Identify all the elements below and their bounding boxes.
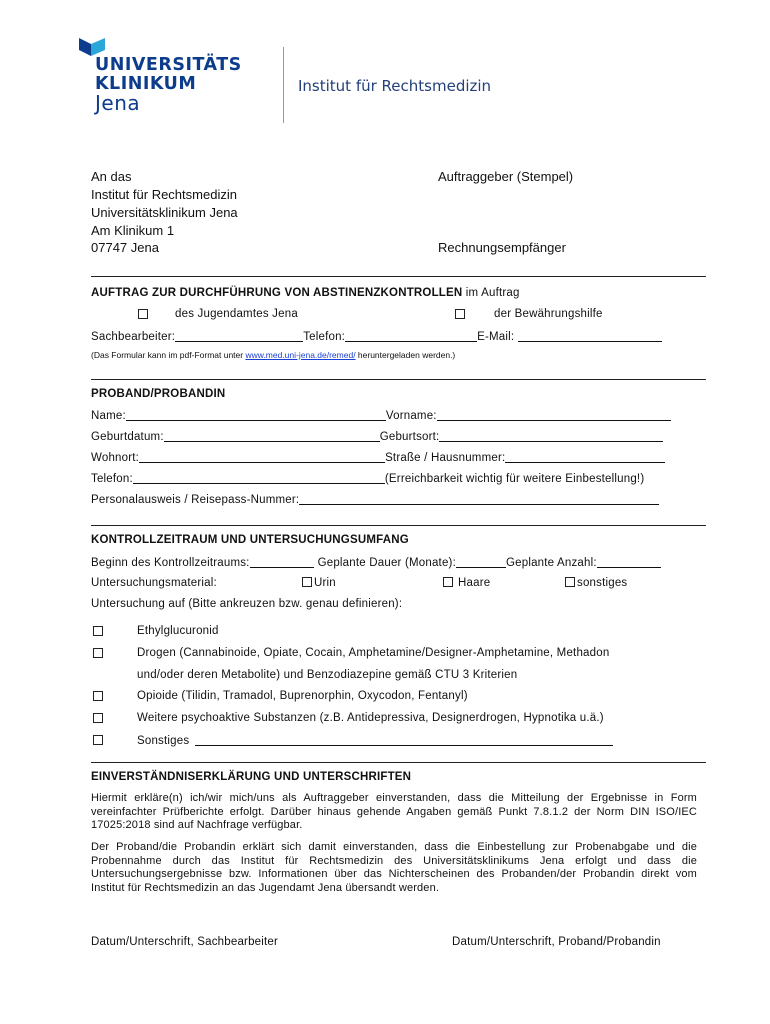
residence-field[interactable] [139, 451, 385, 463]
invoice-recipient-label: Rechnungsempfänger [438, 240, 566, 255]
section1-title-suffix: im Auftrag [462, 287, 520, 299]
checkbox-probation[interactable] [455, 309, 465, 319]
checkbox-urine[interactable] [302, 577, 312, 587]
download-note [91, 350, 455, 360]
street-label: Straße / Hausnummer: [385, 452, 506, 464]
count-label: Geplante Anzahl: [505, 557, 597, 569]
section4-title: EINVERSTÄNDNISERKLÄRUNG UND UNTERSCHRIFTEN [91, 771, 412, 783]
birthplace-label: Geburtsort: [379, 431, 440, 443]
section1-title-bold: AUFTRAG ZUR DURCHFÜHRUNG VON ABSTINENZKONTROLLEN [91, 287, 463, 299]
id-number-field[interactable] [299, 493, 659, 505]
material-label: Untersuchungsmaterial: [91, 577, 217, 589]
name-field[interactable] [126, 409, 386, 421]
test-item-etg: Ethylglucuronid [137, 625, 219, 637]
signature-proband-label: Datum/Unterschrift, Proband/Probandin [452, 936, 661, 948]
checkbox-youth-office[interactable] [138, 309, 148, 319]
other-tests-field[interactable] [195, 734, 613, 746]
name-label: Name: [91, 410, 126, 422]
proband-phone-field[interactable] [133, 472, 385, 484]
section-divider [91, 276, 706, 277]
proband-phone-label: Telefon: [91, 473, 133, 485]
phone-field[interactable] [345, 330, 477, 342]
consent-paragraph-1: Hiermit erkläre(n) ich/wir mich/uns als Auftraggeber einverstanden, dass die Mitteilung der Ergebnisse in Form vereinfachter Prüfberichte erfolgt. Darüber hinaus gehende Angaben gemäß Punkt 7.8.1.2 der Norm DIN ISO/IEC 17025:2018 sind auf Nachfrage verfügbar. [91, 792, 697, 831]
section1-title [91, 287, 520, 299]
checkbox-other-material[interactable] [565, 577, 575, 587]
test-item-drugs: Drogen (Cannabinoide, Opiate, Cocain, Amphetamine/Designer-Amphetamine, Methadon [137, 647, 610, 659]
logo-line-3: Jena [95, 91, 141, 115]
note-suffix: heruntergeladen werden.) [355, 350, 456, 360]
clerk-field[interactable] [175, 330, 303, 342]
address-line: Universitätsklinikum Jena [91, 205, 238, 220]
section-divider [91, 379, 706, 380]
start-field[interactable] [250, 556, 314, 568]
client-stamp-label: Auftraggeber (Stempel) [438, 169, 574, 184]
duration-field[interactable] [456, 556, 506, 568]
email-label: E-Mail: [477, 331, 515, 343]
header-divider [283, 47, 284, 123]
logo-line-1: UNIVERSITÄTS [95, 55, 242, 75]
birthdate-field[interactable] [164, 430, 380, 442]
birthdate-label: Geburtdatum: [91, 431, 164, 443]
id-number-label: Personalausweis / Reisepass-Nummer: [91, 494, 300, 506]
checkbox-other-tests[interactable] [93, 735, 103, 745]
other-material-label: sonstiges [577, 577, 628, 589]
start-label: Beginn des Kontrollzeitraums: [91, 557, 250, 569]
logo-line-2: KLINIKUM [95, 74, 197, 94]
clerk-label: Sachbearbeiter: [91, 331, 176, 343]
section-divider [91, 525, 706, 526]
checkbox-psychoactive[interactable] [93, 713, 103, 723]
test-item-psychoactive: Weitere psychoaktive Substanzen (z.B. Antidepressiva, Designerdrogen, Hypnotika u.ä.) [137, 712, 604, 724]
test-item-other-row [137, 734, 613, 747]
download-link[interactable]: www.med.uni-jena.de/remed/ [245, 350, 356, 360]
urine-label: Urin [314, 577, 336, 589]
test-item-other: Sonstiges [137, 735, 190, 747]
checkbox-drugs[interactable] [93, 648, 103, 658]
section-divider [91, 762, 706, 763]
signature-clerk-label: Datum/Unterschrift, Sachbearbeiter [91, 936, 279, 948]
checkbox-etg[interactable] [93, 626, 103, 636]
birth-row [91, 430, 663, 443]
period-row [91, 556, 661, 569]
checkbox-hair[interactable] [443, 577, 453, 587]
option-youth-office-label: des Jugendamtes Jena [175, 308, 298, 320]
consent-paragraph-2: Der Proband/die Probandin erklärt sich damit einverstanden, dass die Einbestellung zur Probenabgabe und die Probennahme durch das Institut für Rechtsmedizin des Universitätsklinikums Jena erfolgt und dass die Untersuchungsergebnisse bzw. Informationen über das Nichterscheinen des Probanden/der Probandin direkt vom Institut für Rechtsmedizin an das Jugendamt Jena übersandt werden. [91, 841, 697, 894]
institute-name: Institut für Rechtsmedizin [298, 77, 492, 95]
section3-title: KONTROLLZEITRAUM UND UNTERSUCHUNGSUMFANG [91, 534, 409, 546]
clerk-contact-row [91, 330, 662, 343]
phone-label: Telefon: [303, 331, 346, 343]
address-line: An das [91, 169, 132, 184]
count-field[interactable] [597, 556, 661, 568]
street-field[interactable] [505, 451, 665, 463]
test-instruction: Untersuchung auf (Bitte ankreuzen bzw. genau definieren): [91, 598, 403, 610]
address-line: Institut für Rechtsmedizin [91, 187, 237, 202]
firstname-label: Vorname: [385, 410, 437, 422]
address-line: 07747 Jena [91, 240, 159, 255]
name-row [91, 409, 671, 422]
residence-label: Wohnort: [91, 452, 140, 464]
note-prefix: (Das Formular kann im pdf-Format unter [91, 350, 246, 360]
phone-row [91, 472, 644, 485]
address-line: Am Klinikum 1 [91, 223, 175, 238]
test-item-drugs-cont: und/oder deren Metabolite) und Benzodiazepine gemäß CTU 3 Kriterien [137, 669, 518, 681]
id-row [91, 493, 659, 506]
residence-row [91, 451, 665, 464]
section2-title: PROBAND/PROBANDIN [91, 388, 226, 400]
test-item-opioids: Opioide (Tilidin, Tramadol, Buprenorphin, Oxycodon, Fentanyl) [137, 690, 468, 702]
checkbox-opioids[interactable] [93, 691, 103, 701]
duration-label: Geplante Dauer (Monate): [317, 557, 456, 569]
birthplace-field[interactable] [439, 430, 663, 442]
option-probation-label: der Bewährungshilfe [494, 308, 603, 320]
firstname-field[interactable] [437, 409, 671, 421]
reachability-note: (Erreichbarkeit wichtig für weitere Einbestellung!) [384, 473, 645, 485]
email-field[interactable] [518, 330, 662, 342]
hair-label: Haare [458, 577, 491, 589]
